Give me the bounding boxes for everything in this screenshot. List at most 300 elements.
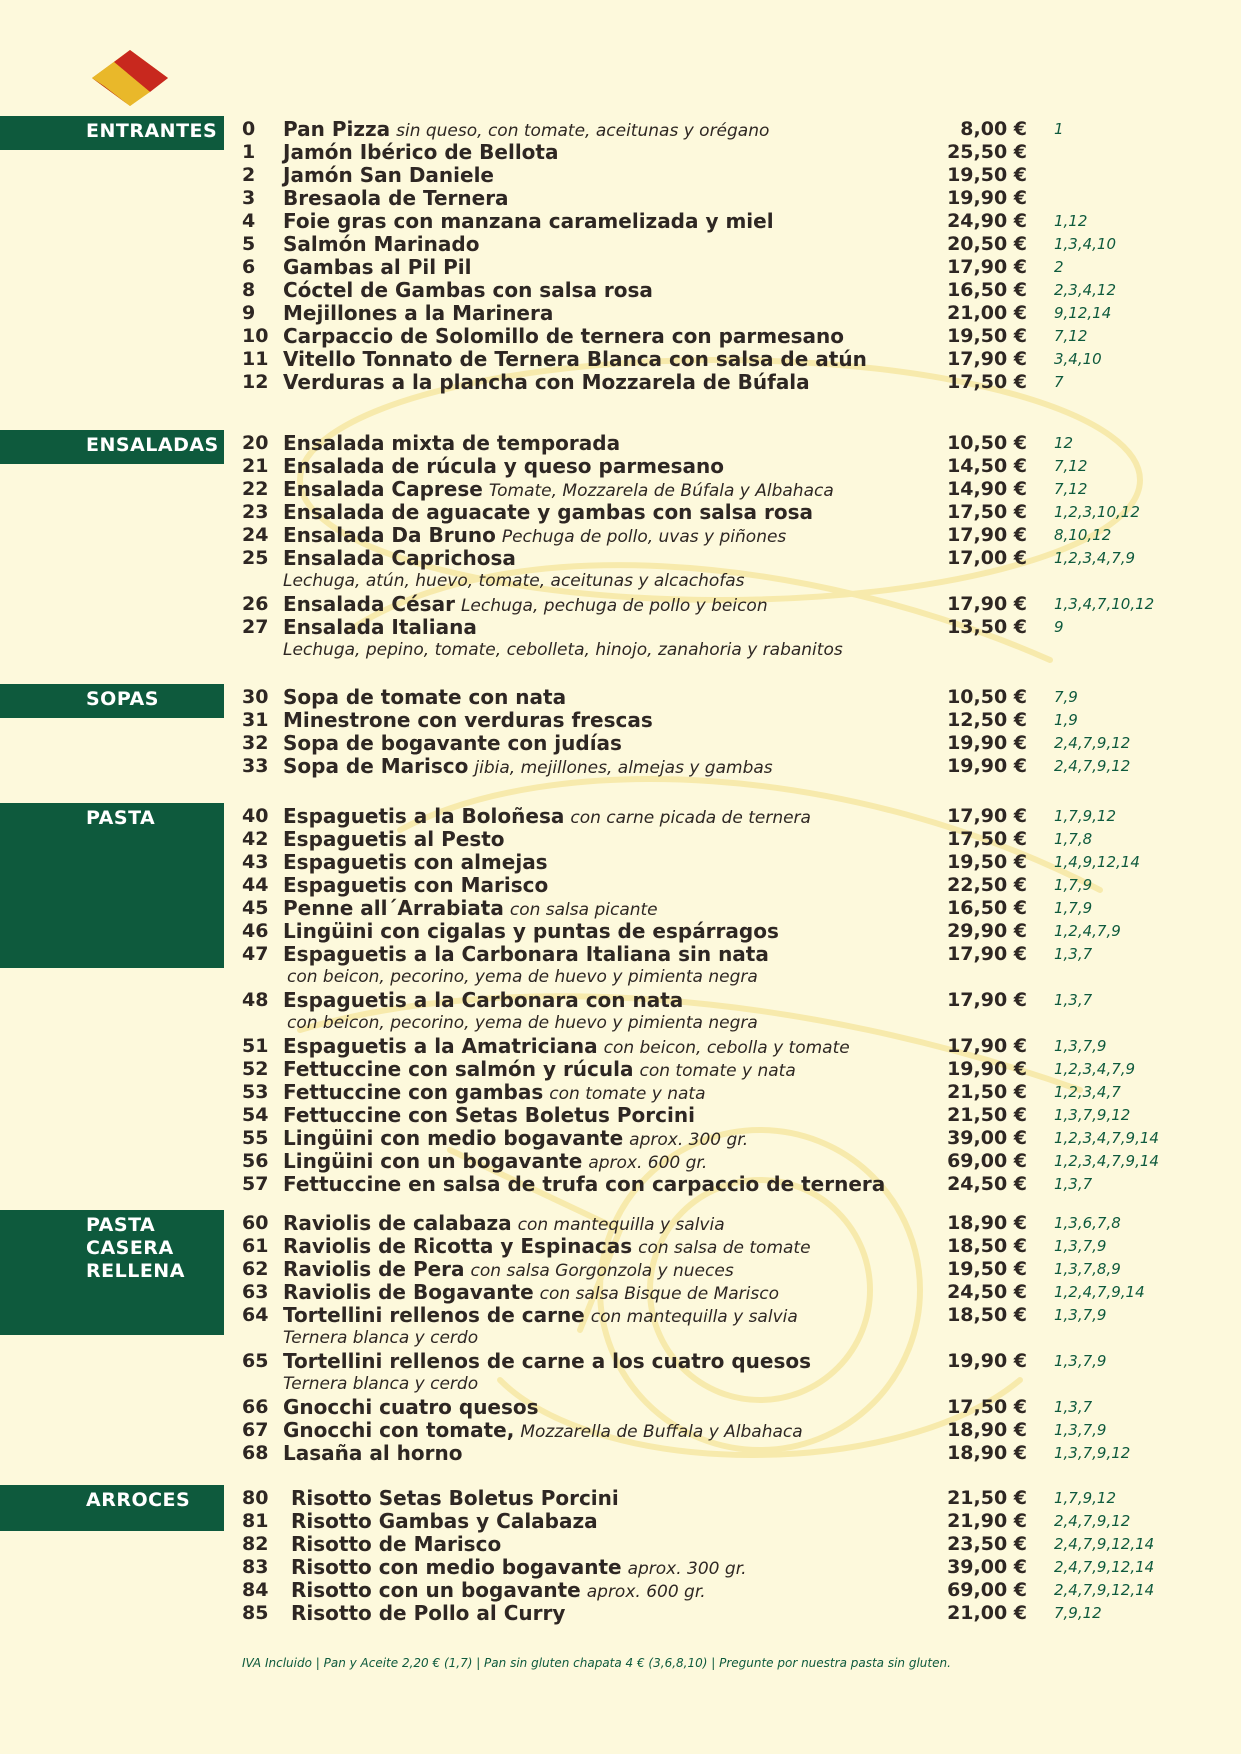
item-number: 31 (242, 709, 269, 731)
item-name-line (283, 348, 867, 371)
item-number: 52 (242, 1058, 269, 1080)
section-title: ENSALADAS (0, 430, 224, 464)
item-subdescription: Lechuga, pepino, tomate, cebolleta, hinojo, zanahoria y rabanitos (283, 640, 843, 660)
item-number: 66 (242, 1396, 269, 1418)
item-allergens: 1,2,3,10,12 (1054, 503, 1140, 521)
menu-item (0, 897, 1241, 920)
item-price: 10,50 € (947, 432, 1027, 454)
menu-item (0, 1127, 1241, 1150)
menu-item (0, 432, 1241, 455)
item-name: Vitello Tonnato de Ternera Blanca con salsa de atún (283, 347, 867, 371)
item-name: Lingüini con un bogavante (283, 1149, 583, 1173)
item-name: Tortellini rellenos de carne (283, 1303, 585, 1327)
item-name-line (291, 1510, 598, 1533)
item-number: 26 (242, 593, 269, 615)
menu-item (0, 1556, 1241, 1579)
item-price: 16,50 € (947, 897, 1027, 919)
item-name: Verduras a la plancha con Mozzarela de Búfala (283, 370, 810, 394)
item-name-line (291, 1487, 619, 1510)
item-name: Bresaola de Ternera (283, 186, 509, 210)
item-allergens: 3,4,10 (1054, 350, 1102, 368)
item-price: 17,50 € (947, 1396, 1027, 1418)
item-description: con salsa Gorgonzola y nueces (470, 1261, 734, 1281)
item-number: 68 (242, 1442, 269, 1464)
item-price: 17,90 € (947, 805, 1027, 827)
item-name-line (283, 210, 774, 233)
item-number: 63 (242, 1281, 269, 1303)
item-price: 19,50 € (947, 1258, 1027, 1280)
item-name: Sopa de Marisco (283, 754, 469, 778)
item-description: Pechuga de pollo, uvas y piñones (501, 527, 787, 547)
menu-item (0, 686, 1241, 709)
item-allergens: 7,9 (1054, 688, 1078, 706)
menu-item (0, 989, 1241, 1012)
item-allergens: 1,3,7,9,12 (1054, 1106, 1131, 1124)
item-price: 39,00 € (947, 1556, 1027, 1578)
item-name-line (283, 851, 548, 874)
item-price: 19,50 € (947, 164, 1027, 186)
item-allergens: 1,7,9,12 (1054, 1489, 1117, 1507)
item-name: Raviolis de Bogavante (283, 1280, 534, 1304)
item-price: 19,90 € (947, 1058, 1027, 1080)
menu-item (0, 524, 1241, 547)
item-name: Fettuccine con salmón y rúcula (283, 1057, 634, 1081)
item-name: Espaguetis a la Carbonara Italiana sin nata (283, 942, 769, 966)
menu-item (0, 141, 1241, 164)
item-number: 8 (242, 279, 256, 301)
item-price: 39,00 € (947, 1127, 1027, 1149)
item-allergens: 12 (1054, 434, 1074, 452)
item-number: 62 (242, 1258, 269, 1280)
item-price: 21,50 € (947, 1081, 1027, 1103)
item-number: 9 (242, 302, 256, 324)
item-allergens: 1 (1054, 120, 1064, 138)
item-name: Minestrone con verduras frescas (283, 708, 653, 732)
item-name-line (283, 828, 505, 851)
item-number: 64 (242, 1304, 269, 1326)
item-number: 3 (242, 187, 256, 209)
item-number: 57 (242, 1173, 269, 1195)
item-description: aprox. 600 gr. (586, 1582, 706, 1602)
item-allergens: 1,3,7,8,9 (1054, 1260, 1121, 1278)
item-number: 25 (242, 547, 269, 569)
menu-item (0, 1350, 1241, 1373)
item-price: 19,50 € (947, 325, 1027, 347)
item-name-line (283, 1350, 811, 1373)
item-name: Ensalada Caprese (283, 477, 483, 501)
item-allergens: 1,2,3,4,7,9,14 (1054, 1152, 1159, 1170)
item-price: 19,90 € (947, 755, 1027, 777)
item-number: 46 (242, 920, 269, 942)
item-allergens: 1,3,4,7,10,12 (1054, 595, 1155, 613)
item-name-line (283, 1304, 798, 1329)
item-name: Raviolis de calabaza (283, 1211, 512, 1235)
item-allergens: 1,3,7,9 (1054, 1306, 1107, 1324)
item-allergens: 1,7,9 (1054, 899, 1093, 917)
item-name: Espaguetis a la Boloñesa (283, 804, 565, 828)
item-allergens: 1,2,3,4,7 (1054, 1083, 1121, 1101)
item-price: 17,50 € (947, 371, 1027, 393)
menu-item (0, 547, 1241, 570)
item-allergens: 1,3,7,9 (1054, 1352, 1107, 1370)
item-number: 12 (242, 371, 269, 393)
item-name: Gnocchi con tomate, (283, 1418, 515, 1442)
item-name-line (291, 1533, 501, 1556)
item-number: 44 (242, 874, 269, 896)
menu-item (0, 455, 1241, 478)
menu-item (0, 920, 1241, 943)
item-subdescription: Ternera blanca y cerdo (283, 1328, 479, 1348)
item-description: con carne picada de ternera (570, 808, 811, 828)
item-allergens: 2 (1054, 258, 1064, 276)
item-name: Sopa de tomate con nata (283, 685, 567, 709)
item-name-line (283, 686, 566, 709)
item-number: 53 (242, 1081, 269, 1103)
menu-item (0, 851, 1241, 874)
item-allergens: 7,12 (1054, 480, 1088, 498)
item-number: 27 (242, 616, 269, 638)
item-name: Jamón San Daniele (283, 163, 494, 187)
menu-item (0, 1579, 1241, 1602)
item-allergens: 2,3,4,12 (1054, 281, 1117, 299)
item-name-line (283, 1442, 462, 1465)
menu-item (0, 1396, 1241, 1419)
item-name: Risotto Setas Boletus Porcini (291, 1486, 619, 1510)
item-price: 21,90 € (947, 1510, 1027, 1532)
menu-item (0, 1212, 1241, 1235)
item-name: Tortellini rellenos de carne a los cuatro quesos (283, 1349, 812, 1373)
item-price: 17,90 € (947, 1035, 1027, 1057)
item-number: 67 (242, 1419, 269, 1441)
item-allergens: 7 (1054, 373, 1064, 391)
item-number: 47 (242, 943, 269, 965)
item-number: 23 (242, 501, 269, 523)
item-description: con beicon, cebolla y tomate (603, 1038, 850, 1058)
item-name-line (283, 279, 653, 302)
item-number: 60 (242, 1212, 269, 1234)
item-allergens: 1,3,7 (1054, 991, 1093, 1009)
item-price: 21,00 € (947, 302, 1027, 324)
item-name: Espaguetis con Marisco (283, 873, 549, 897)
item-number: 6 (242, 256, 256, 278)
item-price: 24,50 € (947, 1173, 1027, 1195)
item-number: 11 (242, 348, 269, 370)
item-allergens: 1,3,7,9 (1054, 1421, 1107, 1439)
item-name: Ensalada de aguacate y gambas con salsa rosa (283, 500, 814, 524)
item-allergens: 1,3,7 (1054, 1175, 1093, 1193)
item-number: 48 (242, 989, 269, 1011)
item-name-line (283, 1173, 885, 1196)
item-number: 80 (242, 1487, 269, 1509)
menu-item (0, 1173, 1241, 1196)
item-description: aprox. 600 gr. (588, 1153, 708, 1173)
item-description: con tomate y nata (639, 1061, 796, 1081)
item-name: Lasaña al horno (283, 1441, 463, 1465)
menu-item (0, 187, 1241, 210)
menu-item (0, 1235, 1241, 1258)
menu-item (0, 302, 1241, 325)
item-subdescription: con beicon, pecorino, yema de huevo y pimienta negra (287, 1013, 758, 1033)
item-price: 29,90 € (947, 920, 1027, 942)
item-subdescription-row (0, 1012, 1241, 1035)
item-name: Ensalada César (283, 592, 455, 616)
menu-item (0, 593, 1241, 616)
item-number: 20 (242, 432, 269, 454)
item-number: 82 (242, 1533, 269, 1555)
item-price: 17,90 € (947, 256, 1027, 278)
item-price: 17,00 € (947, 547, 1027, 569)
item-name: Risotto Gambas y Calabaza (291, 1509, 598, 1533)
menu-item (0, 325, 1241, 348)
item-number: 1 (242, 141, 256, 163)
item-price: 16,50 € (947, 279, 1027, 301)
item-number: 83 (242, 1556, 269, 1578)
item-name: Gnocchi cuatro quesos (283, 1395, 539, 1419)
item-number: 42 (242, 828, 269, 850)
item-name-line (283, 732, 622, 755)
item-name: Sopa de bogavante con judías (283, 731, 622, 755)
item-name: Jamón Ibérico de Bellota (283, 140, 559, 164)
item-description: con salsa de tomate (638, 1238, 811, 1258)
item-name: Espaguetis con almejas (283, 850, 548, 874)
item-name: Ensalada Caprichosa (283, 546, 516, 570)
item-number: 22 (242, 478, 269, 500)
item-name-line (283, 1396, 539, 1419)
item-allergens: 1,3,7 (1054, 945, 1093, 963)
item-number: 32 (242, 732, 269, 754)
item-name: Ensalada Italiana (283, 615, 477, 639)
item-allergens: 9,12,14 (1054, 304, 1112, 322)
item-allergens: 1,2,4,7,9 (1054, 922, 1121, 940)
item-name: Cóctel de Gambas con salsa rosa (283, 278, 653, 302)
item-allergens: 1,3,7,9 (1054, 1237, 1107, 1255)
item-allergens: 1,2,3,4,7,9,14 (1054, 1129, 1159, 1147)
item-price: 18,50 € (947, 1304, 1027, 1326)
item-price: 24,90 € (947, 210, 1027, 232)
item-number: 81 (242, 1510, 269, 1532)
item-price: 19,90 € (947, 1350, 1027, 1372)
item-description: con mantequilla y salvia (590, 1307, 798, 1327)
item-allergens: 1,3,4,10 (1054, 235, 1117, 253)
item-number: 24 (242, 524, 269, 546)
item-name: Penne all´Arrabiata (283, 896, 504, 920)
item-description: con salsa Bisque de Marisco (539, 1284, 779, 1304)
item-allergens: 2,4,7,9,12,14 (1054, 1581, 1155, 1599)
item-allergens: 1,2,3,4,7,9 (1054, 549, 1136, 567)
item-subdescription-row (0, 1327, 1241, 1350)
item-number: 56 (242, 1150, 269, 1172)
item-price: 69,00 € (947, 1579, 1027, 1601)
item-allergens: 1,2,3,4,7,9 (1054, 1060, 1136, 1078)
menu-item (0, 1602, 1241, 1625)
item-name-line (283, 920, 779, 943)
item-number: 61 (242, 1235, 269, 1257)
item-number: 51 (242, 1035, 269, 1057)
item-price: 25,50 € (947, 141, 1027, 163)
item-name-line (283, 547, 516, 570)
item-allergens: 1,3,7 (1054, 1398, 1093, 1416)
item-name: Raviolis de Ricotta y Espinacas (283, 1234, 633, 1258)
item-name-line (283, 501, 813, 524)
item-name: Risotto de Marisco (291, 1532, 502, 1556)
menu-item (0, 118, 1241, 141)
item-name: Ensalada mixta de temporada (283, 431, 621, 455)
item-number: 55 (242, 1127, 269, 1149)
item-price: 23,50 € (947, 1533, 1027, 1555)
item-number: 45 (242, 897, 269, 919)
item-price: 17,50 € (947, 501, 1027, 523)
item-price: 12,50 € (947, 709, 1027, 731)
item-number: 0 (242, 118, 256, 140)
item-name-line (283, 1104, 695, 1127)
item-allergens: 1,4,9,12,14 (1054, 853, 1140, 871)
menu-item (0, 1442, 1241, 1465)
menu-item (0, 1281, 1241, 1304)
item-allergens: 1,3,6,7,8 (1054, 1214, 1121, 1232)
item-name-line (283, 943, 769, 966)
section-title: SOPAS (0, 684, 224, 718)
item-name: Lingüini con cigalas y puntas de espárragos (283, 919, 779, 943)
item-name: Risotto de Pollo al Curry (291, 1601, 566, 1625)
item-description: Tomate, Mozzarela de Búfala y Albahaca (488, 481, 834, 501)
menu-item (0, 1150, 1241, 1173)
item-name-line (283, 233, 479, 256)
menu-item (0, 709, 1241, 732)
item-name: Risotto con un bogavante (291, 1578, 581, 1602)
menu-item (0, 1035, 1241, 1058)
item-name: Foie gras con manzana caramelizada y miel (283, 209, 774, 233)
menu-item (0, 732, 1241, 755)
item-name-line (283, 616, 477, 639)
item-price: 17,90 € (947, 593, 1027, 615)
item-number: 43 (242, 851, 269, 873)
item-price: 21,00 € (947, 1602, 1027, 1624)
section-title: PASTA CASERA RELLENA (0, 1210, 224, 1335)
menu-item (0, 1533, 1241, 1556)
item-name: Carpaccio de Solomillo de ternera con parmesano (283, 324, 845, 348)
item-price: 18,90 € (947, 1419, 1027, 1441)
item-price: 10,50 € (947, 686, 1027, 708)
item-allergens: 2,4,7,9,12 (1054, 1512, 1131, 1530)
item-allergens: 2,4,7,9,12,14 (1054, 1535, 1155, 1553)
item-name-line (283, 302, 553, 325)
item-description: Mozzarella de Buffala y Albahaca (520, 1422, 803, 1442)
item-name-line (283, 755, 773, 780)
item-name: Espaguetis a la Carbonara con nata (283, 988, 684, 1012)
item-price: 13,50 € (947, 616, 1027, 638)
item-description: aprox. 300 gr. (629, 1130, 749, 1150)
item-name-line (283, 325, 844, 348)
section-title: ENTRANTES (0, 116, 224, 150)
item-name-line (283, 709, 653, 732)
item-price: 18,90 € (947, 1442, 1027, 1464)
item-price: 19,90 € (947, 732, 1027, 754)
item-number: 33 (242, 755, 269, 777)
item-name: Ensalada de rúcula y queso parmesano (283, 454, 724, 478)
item-price: 17,90 € (947, 524, 1027, 546)
menu-item (0, 1419, 1241, 1442)
item-name-line (283, 432, 620, 455)
menu-item (0, 210, 1241, 233)
menu-item (0, 805, 1241, 828)
item-number: 54 (242, 1104, 269, 1126)
item-name: Ensalada Da Bruno (283, 523, 496, 547)
item-allergens: 9 (1054, 618, 1064, 636)
item-allergens: 7,12 (1054, 457, 1088, 475)
item-name: Espaguetis a la Amatriciana (283, 1034, 598, 1058)
section-title: PASTA (0, 803, 224, 968)
item-allergens: 1,2,4,7,9,14 (1054, 1283, 1145, 1301)
menu-item (0, 1304, 1241, 1327)
section-title: ARROCES (0, 1485, 224, 1531)
item-allergens: 2,4,7,9,12 (1054, 757, 1131, 775)
item-allergens: 1,7,9,12 (1054, 807, 1117, 825)
item-name: Gambas al Pil Pil (283, 255, 472, 279)
item-name: Espaguetis al Pesto (283, 827, 505, 851)
item-subdescription: Lechuga, atún, huevo, tomate, aceitunas y alcachofas (283, 571, 745, 591)
menu-item (0, 828, 1241, 851)
item-name: Fettuccine con Setas Boletus Porcini (283, 1103, 695, 1127)
item-price: 18,50 € (947, 1235, 1027, 1257)
item-description: sin queso, con tomate, aceitunas y orégano (396, 121, 770, 141)
item-name: Fettuccine en salsa de trufa con carpaccio de ternera (283, 1172, 886, 1196)
menu-item (0, 1058, 1241, 1081)
item-allergens: 1,7,8 (1054, 830, 1093, 848)
item-allergens: 1,3,7,9,12 (1054, 1444, 1131, 1462)
item-number: 84 (242, 1579, 269, 1601)
item-name: Pan Pizza (283, 117, 391, 141)
item-name: Lingüini con medio bogavante (283, 1126, 624, 1150)
item-name: Fettuccine con gambas (283, 1080, 544, 1104)
item-allergens: 2,4,7,9,12 (1054, 734, 1131, 752)
item-description: aprox. 300 gr. (627, 1559, 747, 1579)
menu-item (0, 1258, 1241, 1281)
item-price: 17,90 € (947, 348, 1027, 370)
menu-item (0, 478, 1241, 501)
item-name-line (283, 141, 558, 164)
menu-item (0, 371, 1241, 394)
item-number: 21 (242, 455, 269, 477)
item-price: 14,90 € (947, 478, 1027, 500)
menu-item (0, 1487, 1241, 1510)
item-number: 40 (242, 805, 269, 827)
item-allergens: 7,9,12 (1054, 1604, 1102, 1622)
menu-item (0, 256, 1241, 279)
item-number: 85 (242, 1602, 269, 1624)
item-allergens: 1,9 (1054, 711, 1078, 729)
item-number: 5 (242, 233, 256, 255)
item-name-line (283, 874, 548, 897)
item-price: 8,00 € (960, 118, 1027, 140)
item-name: Risotto con medio bogavante (291, 1555, 622, 1579)
item-allergens: 2,4,7,9,12,14 (1054, 1558, 1155, 1576)
item-price: 20,50 € (947, 233, 1027, 255)
menu-item (0, 755, 1241, 778)
item-name-line (283, 256, 471, 279)
item-name-line (283, 989, 683, 1012)
item-description: jibia, mejillones, almejas y gambas (474, 758, 773, 778)
item-number: 2 (242, 164, 256, 186)
menu-item (0, 501, 1241, 524)
menu-item (0, 1510, 1241, 1533)
item-price: 22,50 € (947, 874, 1027, 896)
item-allergens: 7,12 (1054, 327, 1088, 345)
item-name-line (283, 164, 494, 187)
item-name: Salmón Marinado (283, 232, 480, 256)
brand-logo-icon (90, 48, 170, 108)
menu-item (0, 874, 1241, 897)
item-allergens: 1,12 (1054, 212, 1088, 230)
